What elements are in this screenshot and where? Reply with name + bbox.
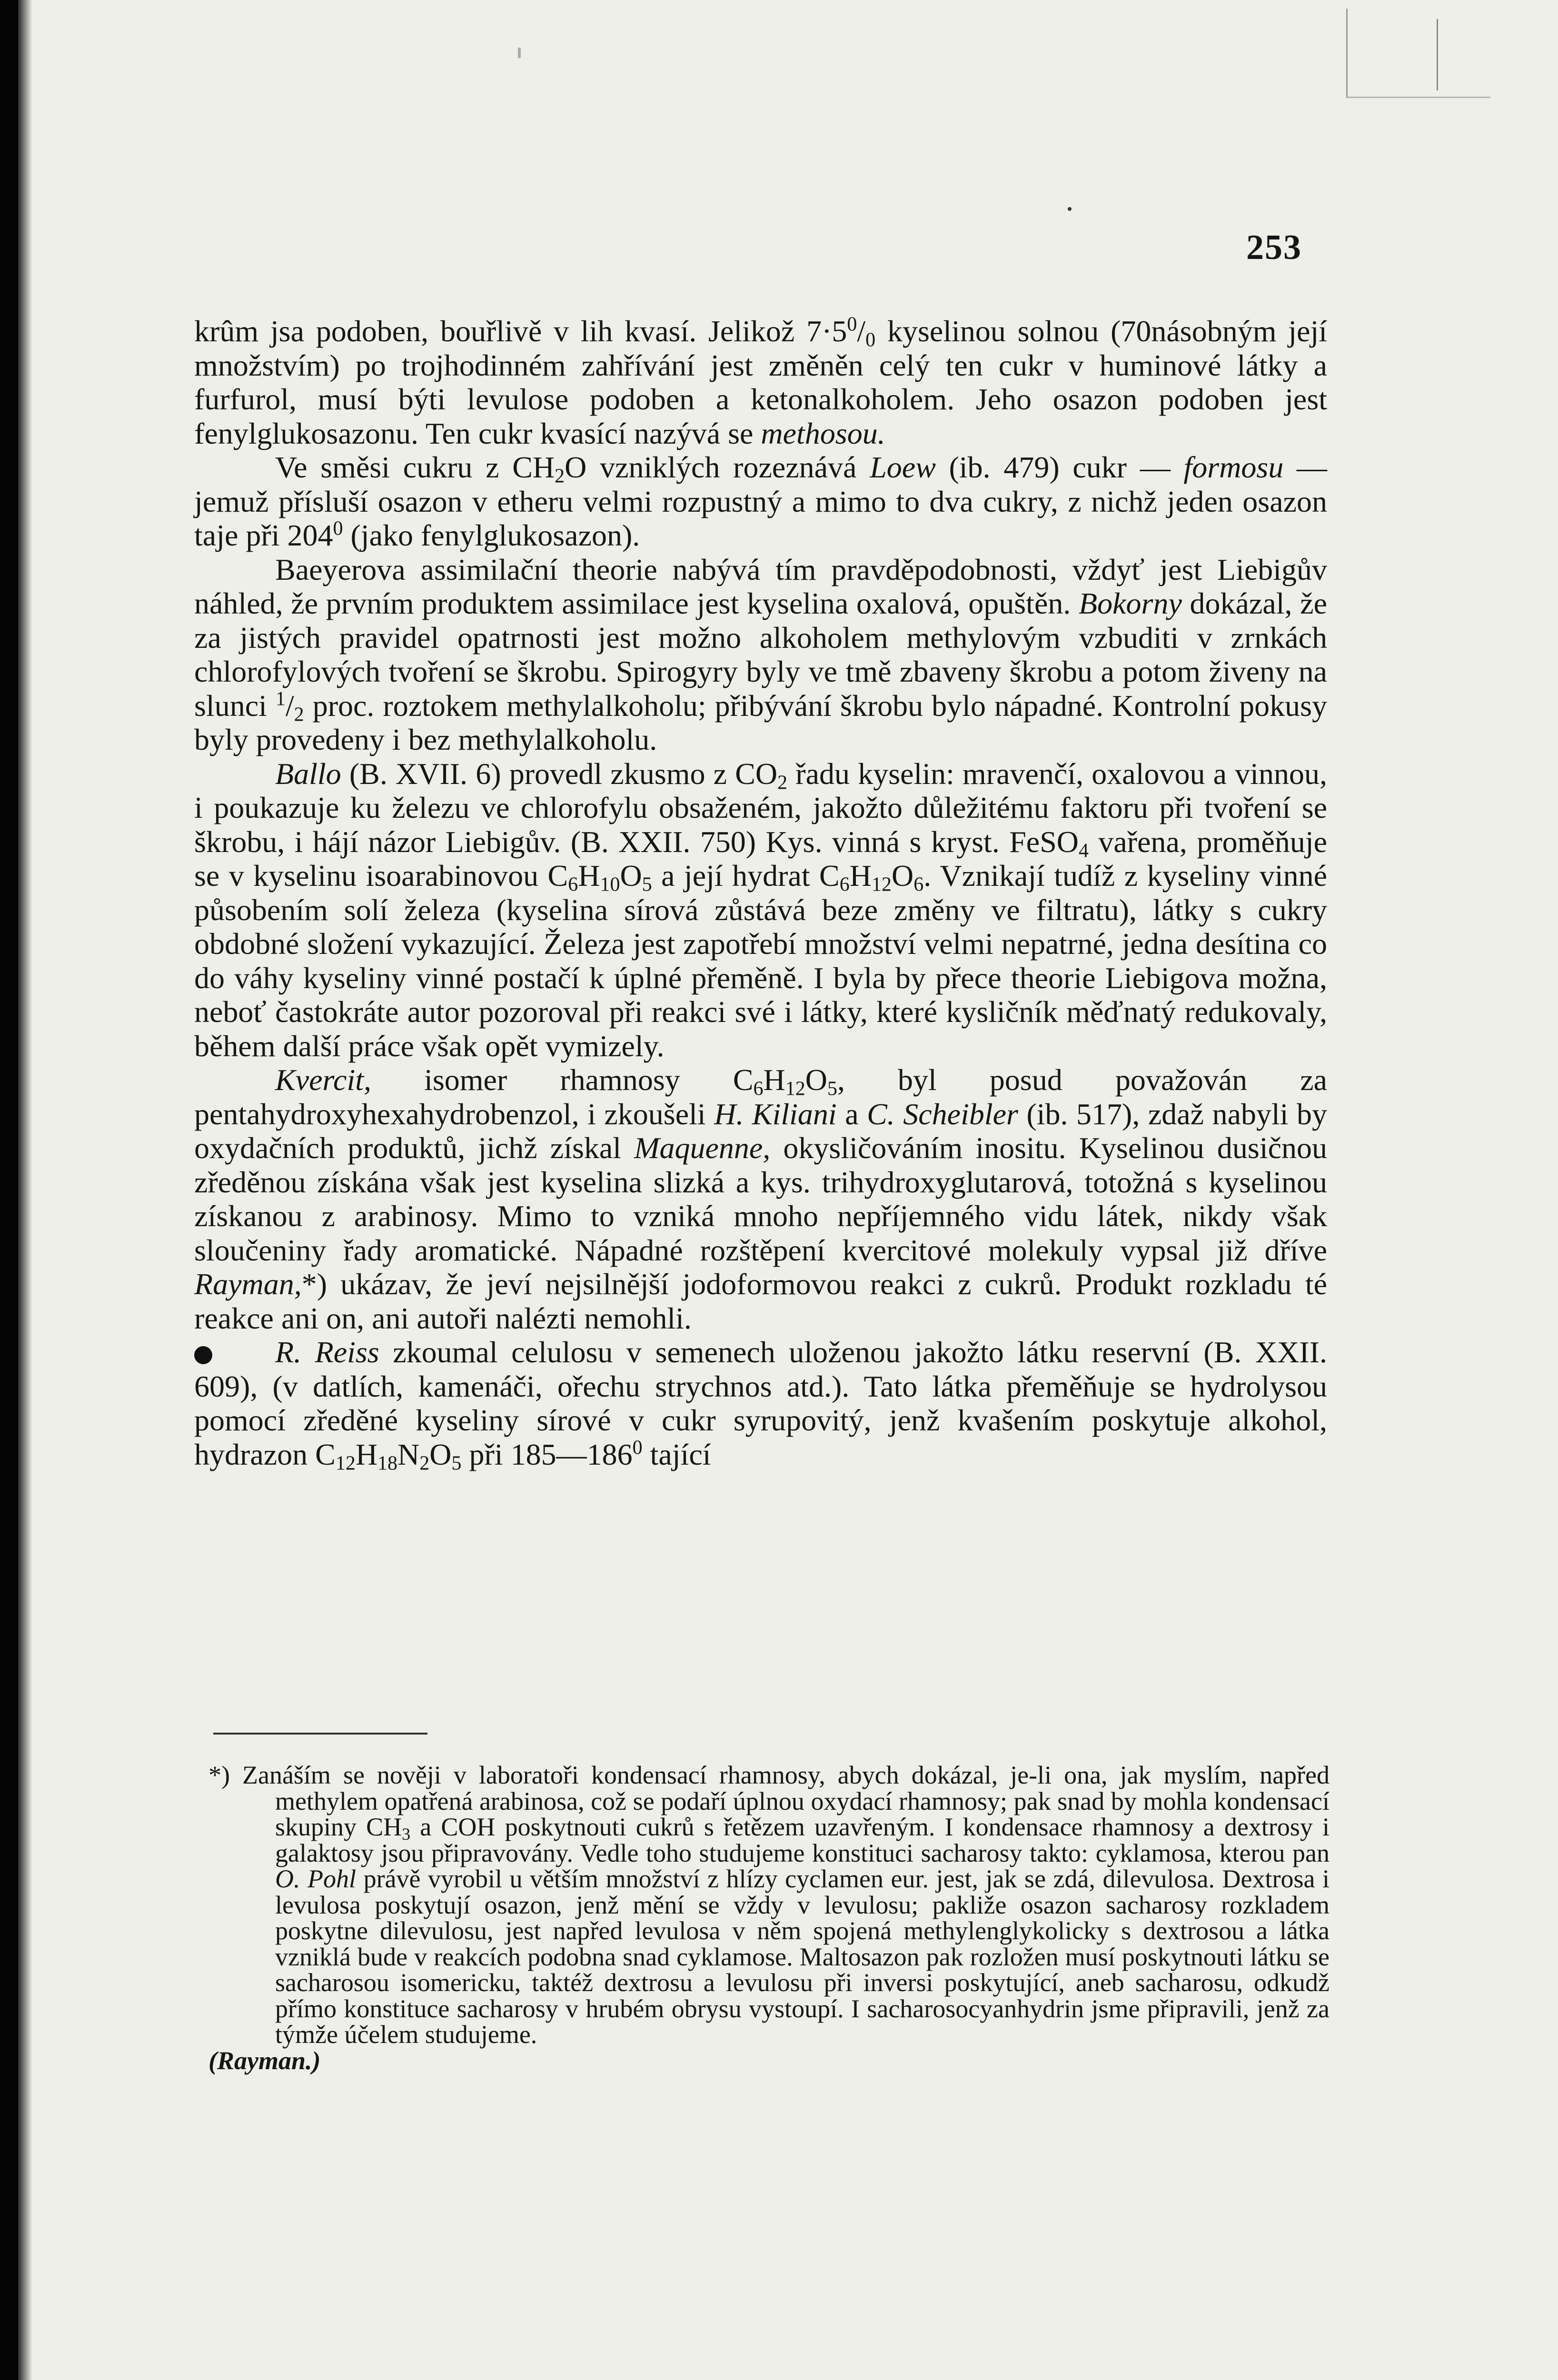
subscript: 6 [913, 873, 924, 896]
text-run: N [397, 1437, 420, 1471]
text-run: H [849, 859, 872, 892]
subscript: 4 [1079, 840, 1089, 862]
scanned-page [18, 0, 1558, 2380]
subscript: 6 [753, 1078, 764, 1100]
italic-text: H. Kiliani [714, 1097, 837, 1131]
italic-text: methosou. [761, 416, 885, 450]
text-run: O [429, 1437, 452, 1471]
text-run: H [578, 859, 600, 892]
subscript: 12 [871, 873, 892, 896]
italic-text: Kvercit, [275, 1063, 371, 1097]
text-run: právě vyrobil u větším množství z hlízy cyclamen eur. jest, jak se zdá, dilevulosa. Dextrosa i levulosa poskytují osazon, jenž mění se vždy v levulosu; pakliže osazon sacharosy rozkladem poskytne dilevulosu, jest napřed levulosa v něm spojená methylenglykolicky s dextrosou a látka vzniklá bude v reakcích podobna snad cyklamose. Maltosazon pak rozložen musí poskytnouti látku se sacharosou isomericku, taktéž dextrosu a levulosu při inversi poskytující, aneb sacharosu, odkudž přímo konstituce sacharosy v hrubém obrysu vystoupí. I sacharosocyanhydrin jsme připravili, jenž za týmže účelem studujeme. [275, 1864, 1330, 2049]
italic-text: O. Pohl [275, 1864, 357, 1893]
text-run: dokázal, že za jistých pravidel opatrnosti jest možno alkoholem methylovým vzbuditi v zrnkách chlorofylových tvoření se škrobu. Spirogyry byly ve tmě zbaveny škrobu a potom živeny na slunci [194, 586, 1328, 723]
bullet-mark [194, 1346, 212, 1364]
paragraph [194, 314, 1327, 450]
text-run: okysličováním inositu. Kyselinou dusičnou zředěnou získána však jest kyselina slizká a kys. trihydroxyglutarová, totožná s kyselinou získanou z arabinosy. Mimo to vzniká mnoho nepříjemného vidu látek, nikdy však sloučeniny řady aromatické. Nápadné rozštěpení kvercitové molekuly vypsal již dříve [194, 1131, 1327, 1267]
text-run: zkoumal celulosu v semenech uloženou jakožto látku reservní (B. XXII. 609), (v datlích, kamenáči, ořechu strychnos atd.). Tato látka přeměňuje se hydrolysou pomocí zředěné kyseliny sírové v cukr syrupovitý, jenž kvašením poskytuje alkohol, hydrazon C [194, 1335, 1328, 1471]
paragraph [194, 553, 1327, 757]
subscript: 18 [377, 1452, 398, 1474]
text-run: krûm jsa podoben, bouřlivě v lih kvasí. Jelikož 7·5 [194, 314, 847, 348]
subscript: 6 [568, 873, 578, 896]
italic-text: Bokorny [1079, 586, 1182, 620]
paragraph [194, 450, 1327, 553]
subscript: 0 [865, 329, 876, 351]
text-run: tající [642, 1437, 711, 1471]
text-run: a [836, 1097, 867, 1131]
text-run: / [285, 688, 294, 723]
subscript: 2 [555, 465, 565, 487]
text-run: Ve směsi cukru z CH [275, 450, 555, 484]
text-run: (jako fenylglukosazon). [343, 518, 640, 552]
subscript: 6 [839, 873, 850, 896]
footnote-separator [213, 1733, 427, 1735]
main-text [194, 313, 1328, 1474]
italic-text: C. Scheibler [867, 1097, 1018, 1131]
stray-dot [1068, 207, 1072, 211]
text-run: kyselinou solnou (70násobným její množstvím) po trojhodinném zahřívání jest změněn celý ten cukr v huminové látky a furfurol, musí býti levulose podoben a ketonalkoholem. Jeho osazon podoben jest fenylglukosazonu. Ten cukr kvasící nazývá se [194, 314, 1327, 450]
stray-mark [518, 48, 521, 58]
text-run: — jemuž přísluší osazon v etheru velmi rozpustný a mimo to dva cukry, z nichž jeden osazon taje při 204 [194, 450, 1328, 552]
text-run: proc. roztokem methylalkoholu; přibývání škrobu bylo nápadné. Kontrolní pokusy byly provedeny i bez methylalkoholu. [194, 688, 1327, 756]
italic-text: Maquenne, [634, 1131, 771, 1165]
text-run: *) ukázav, že jeví nejsilnější jodoformovou reakci z cukrů. Produkt rozkladu té reakce ani on, ani autoři nalézti nemohli. [194, 1267, 1327, 1335]
subscript: 12 [785, 1078, 805, 1100]
subscript: 2 [294, 704, 304, 725]
text-run: *) Zanáším se nověji v laboratoři kondensací rhamnosy, abych dokázal, je-li ona, jak myslím, napřed methylem opatřená arabinosa, což se podaří úplnou oxydací rhamnosy; pak snad by mohla kondensací skupiny CH [208, 1761, 1330, 1841]
subscript: 10 [600, 873, 620, 896]
text-run: isomer rhamnosy C [371, 1063, 754, 1097]
superscript: 0 [847, 313, 857, 336]
page-number: 253 [1246, 228, 1302, 267]
text-run: . Vznikají tudíž z kyseliny vinné působením solí železa (kyselina sírová zůstává beze změny ve filtratu), látky s cukry obdobné složení vykazující. Železa jest zapotřebí množství velmi nepatrné, jedna desítina co do váhy kyseliny vinné postačí k úplné přeměně. I byla by přece theorie Liebigova možna, neboť častokráte autor pozoroval při reakci své i látky, které kysličník měďnatý redukovaly, během další práce však opět vymizely. [194, 859, 1328, 1063]
text-run: a COH poskytnouti cukrů s řetězem uzavřeným. I kondensace rhamnosy a dextrosy i galaktosy jsou připravovány. Vedle toho studujeme konstituci sacharosy takto: cyklamosa, kterou pan [275, 1813, 1330, 1867]
text-run: / [857, 314, 866, 348]
text-run: , byl posud považován za pentahydroxyhexahydrobenzol, i zkoušeli [194, 1063, 1328, 1131]
text-run: (ib. 517), zdaž nabyli by oxydačních produktů, jichž získal [194, 1097, 1328, 1165]
subscript: 5 [642, 873, 652, 896]
italic-text: Loew [870, 450, 936, 484]
italic-text: formosu [1183, 450, 1284, 484]
text-run: O vzniklých rozeznává [565, 450, 870, 484]
footnote-signature: (Rayman.) [208, 2046, 321, 2075]
footnote-text [208, 1761, 1330, 2049]
subscript: 12 [335, 1452, 356, 1474]
superscript: 0 [632, 1437, 643, 1459]
text-run: H [355, 1437, 378, 1471]
text-run: O [620, 859, 642, 892]
italic-text: R. Reiss [275, 1335, 379, 1369]
text-run: (ib. 479) cukr — [935, 450, 1184, 484]
paragraph [194, 757, 1327, 1063]
corner-crop-mark [1346, 9, 1490, 98]
subscript: 5 [827, 1078, 837, 1100]
subscript: 3 [402, 1825, 411, 1844]
text-run: O [805, 1063, 827, 1097]
text-run: (B. XVII. 6) provedl zkusmo z CO [341, 756, 778, 791]
binding-shadow [18, 0, 32, 2380]
text-run: H [763, 1063, 785, 1097]
text-run: vařena, proměňuje se v kyselinu isoarabinovou C [194, 824, 1328, 892]
corner-crop-line [1437, 19, 1438, 90]
subscript: 2 [419, 1452, 430, 1474]
superscript: 1 [275, 688, 286, 710]
footnote [208, 1761, 1330, 2075]
subscript: 2 [777, 772, 788, 793]
italic-text: Ballo [275, 756, 341, 791]
italic-text: Rayman, [194, 1267, 302, 1301]
text-run: O [891, 859, 914, 892]
text-run: Baeyerova assimilační theorie nabývá tím pravděpodobnosti, vždyť jest Liebigův náhled, že prvním produktem assimilace jest kyselina oxalová, opuštěn. [194, 552, 1327, 620]
paragraph [194, 1335, 1328, 1474]
superscript: 0 [333, 517, 343, 540]
text-run: řadu kyselin: mravenčí, oxalovou a vinnou, i poukazuje ku železu ve chlorofylu obsaženém, jakožto důležitému faktoru při tvoření se škrobu, i hájí názor Liebigův. (B. XXII. 750) Kys. vinná s kryst. FeSO [194, 756, 1328, 859]
text-run: při 185—186 [461, 1437, 633, 1471]
text-run: a její hydrat C [652, 859, 840, 892]
paragraph [194, 1063, 1327, 1335]
subscript: 5 [451, 1452, 462, 1474]
